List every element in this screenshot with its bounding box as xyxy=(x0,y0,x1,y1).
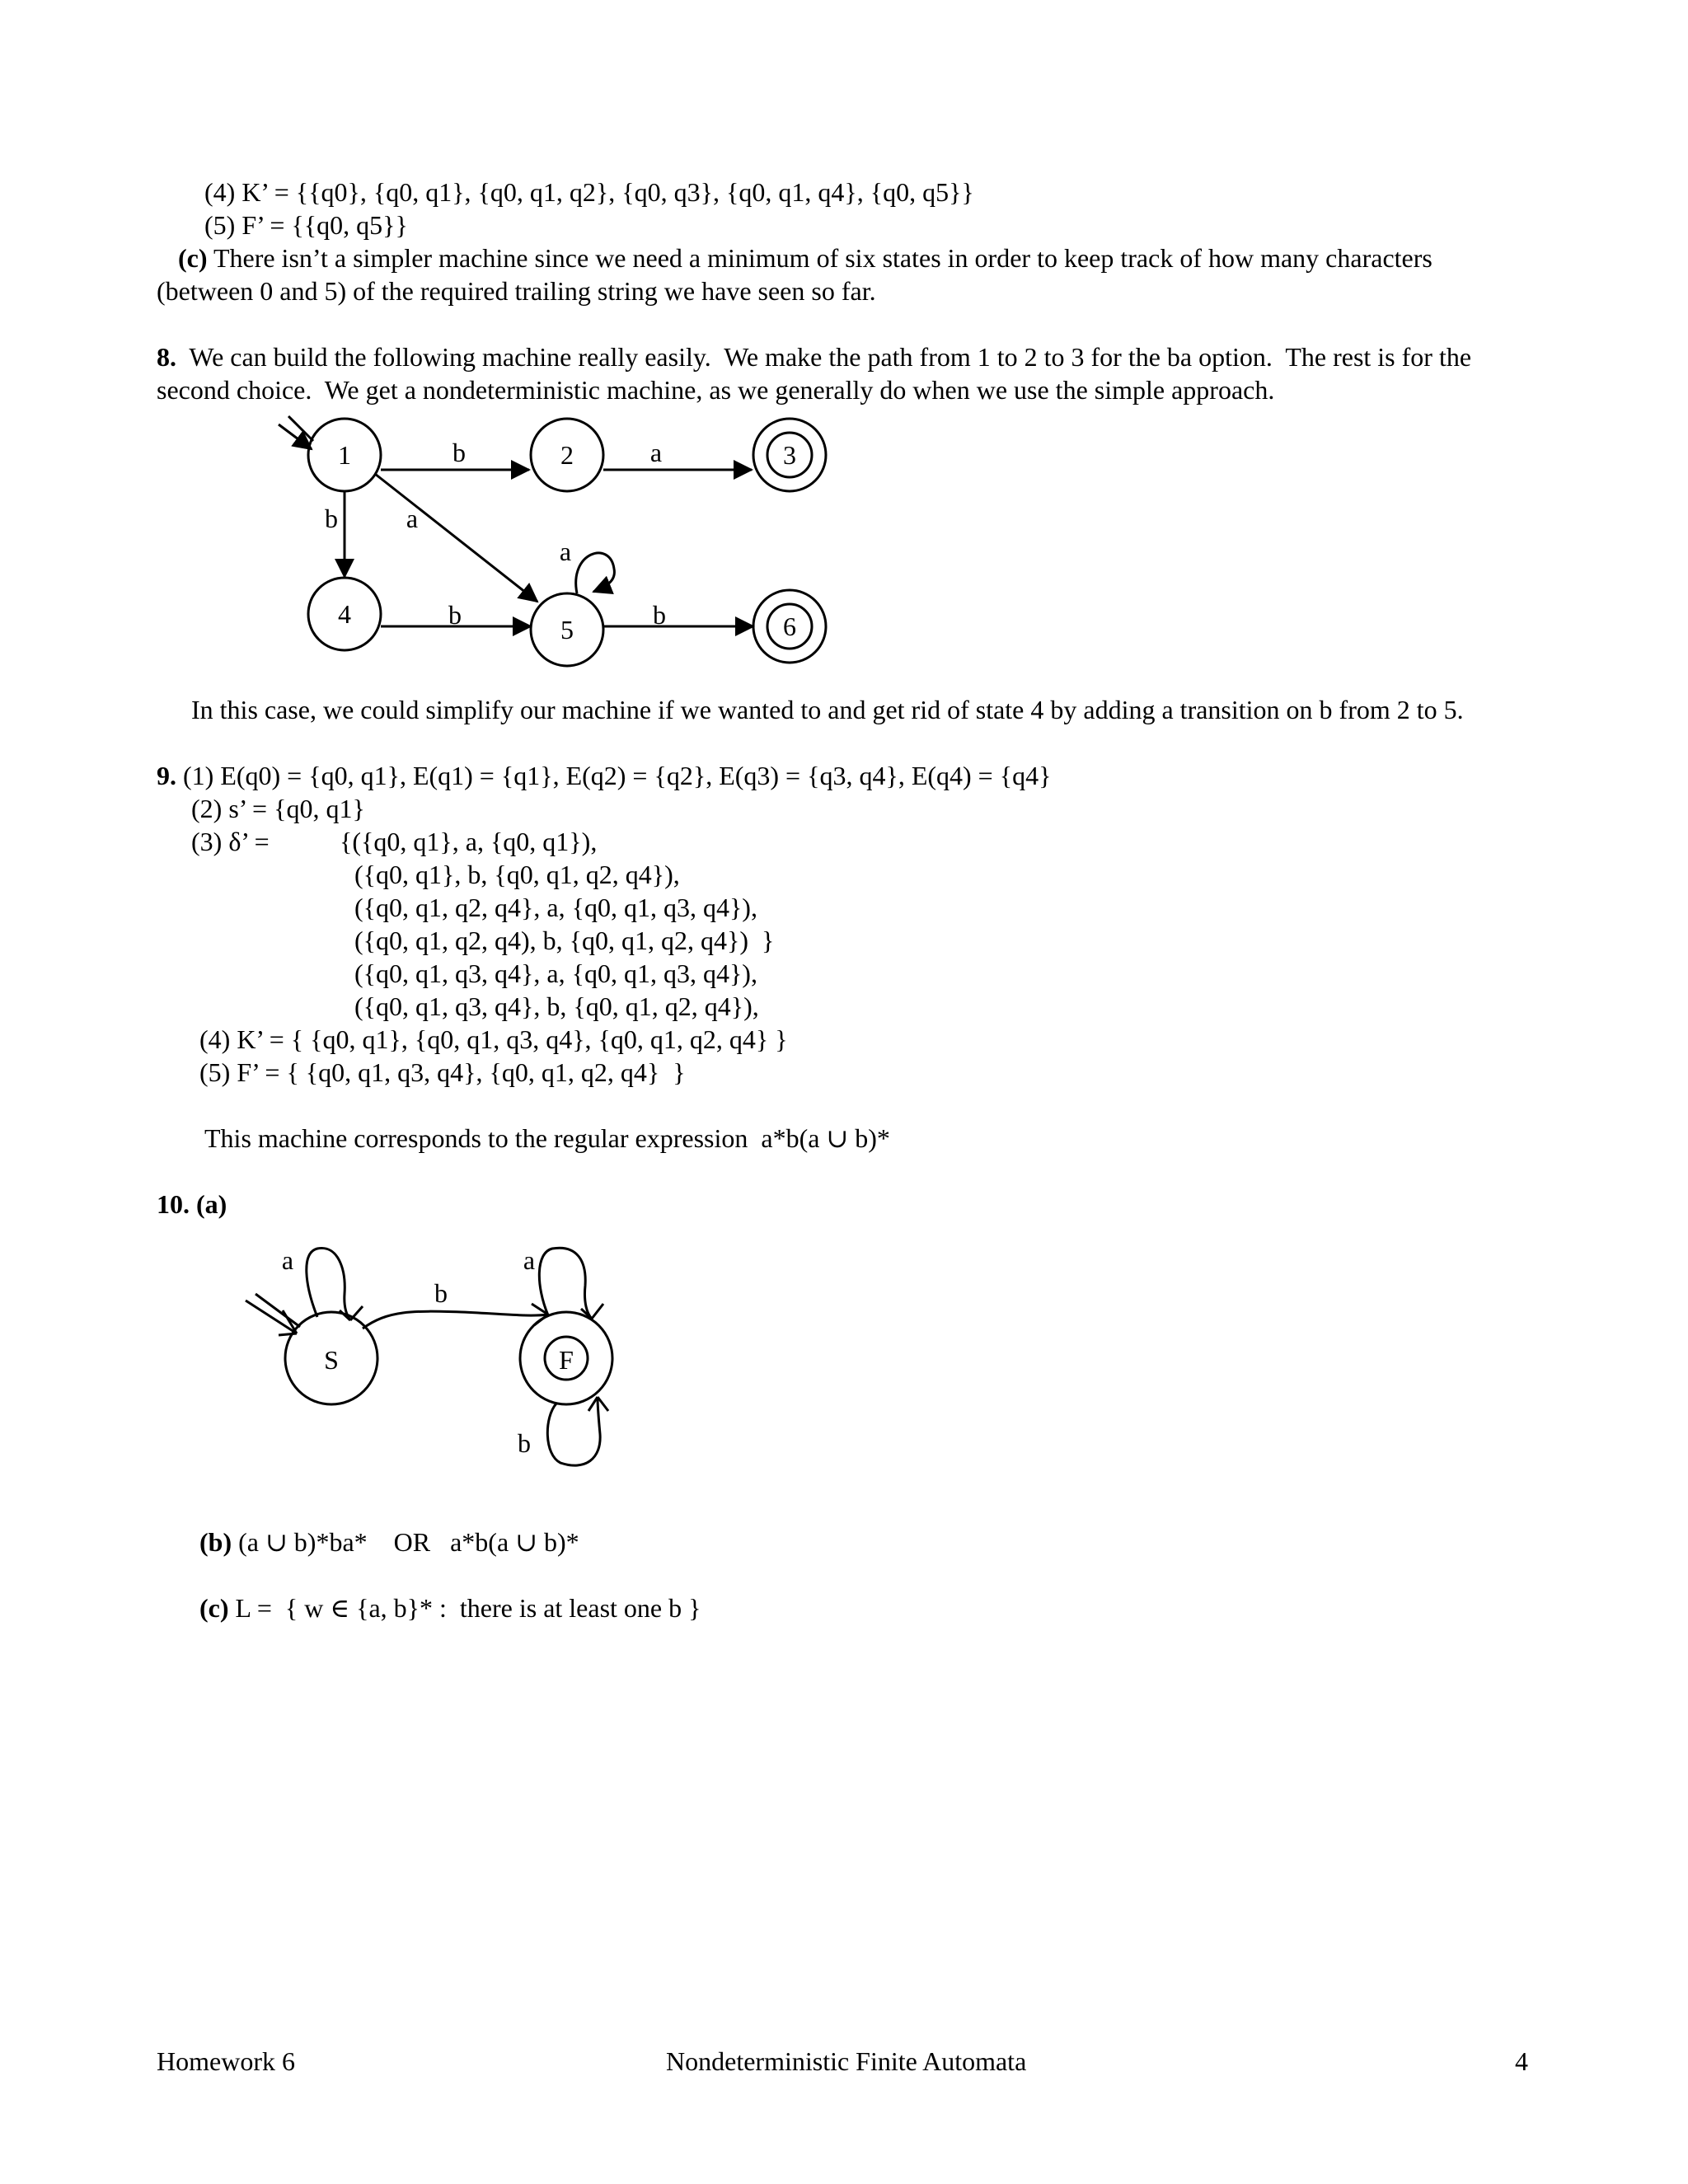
q8-state-label: 6 xyxy=(783,612,796,641)
q10-edge-s-f xyxy=(363,1311,548,1329)
q10-state-label: F xyxy=(559,1345,574,1375)
q10-loop-s xyxy=(307,1248,350,1320)
q10-edge-label: b xyxy=(518,1428,531,1458)
q8-state-label: 4 xyxy=(338,599,351,629)
prev-c-text: There isn’t a simpler machine since we need a minimum of six states in order to keep track of how many characters xyxy=(207,243,1432,273)
q8-state-label: 5 xyxy=(560,615,574,644)
q9-regex-note: This machine corresponds to the regular expression a*b(a ∪ b)* xyxy=(204,1123,890,1153)
q10-c-text: L = { w ∈ {a, b}* : there is at least one b } xyxy=(228,1593,701,1623)
q8-state-label: 1 xyxy=(338,440,351,470)
q8-edge-1-5 xyxy=(375,474,537,602)
q8-start-arrow xyxy=(279,416,313,449)
q8-label: 8. xyxy=(157,342,176,372)
q8-note: In this case, we could simplify our machine if we wanted to and get rid of state 4 by adding a transition on b from 2 to 5. xyxy=(191,695,1464,724)
prev-c-line2: (between 0 and 5) of the required trailing string we have seen so far. xyxy=(157,276,876,306)
prev-k-line: (4) K’ = {{q0}, {q0, q1}, {q0, q1, q2}, {q0, q3}, {q0, q1, q4}, {q0, q5}} xyxy=(204,177,974,207)
q8-text1: We can build the following machine really easily. We make the path from 1 to 2 to 3 for the ba option. The rest is for the xyxy=(176,342,1472,372)
q9-l7: ({q0, q1, q3, q4}, a, {q0, q1, q3, q4}), xyxy=(354,958,757,988)
q9-l3a: (3) δ’ = xyxy=(191,827,270,856)
prev-f-line: (5) F’ = {{q0, q5}} xyxy=(204,210,408,240)
q9-l4: ({q0, q1}, b, {q0, q1, q2, q4}), xyxy=(354,860,680,889)
q10-edge-label: b xyxy=(434,1278,448,1308)
q9-l9: (4) K’ = { {q0, q1}, {q0, q1, q3, q4}, {q0, q1, q2, q4} } xyxy=(199,1024,788,1054)
q8-state-label: 3 xyxy=(783,440,796,470)
q9-l1: (1) E(q0) = {q0, q1}, E(q1) = {q1}, E(q2) = {q2}, E(q3) = {q3, q4}, E(q4) = {q4} xyxy=(176,761,1052,790)
q10-edge-label: a xyxy=(523,1245,536,1275)
q10-b-label: (b) xyxy=(199,1527,232,1557)
q9-l5: ({q0, q1, q2, q4}, a, {q0, q1, q3, q4}), xyxy=(354,893,757,922)
q8-edge-label: a xyxy=(649,438,663,467)
footer-left: Homework 6 xyxy=(157,2046,295,2076)
q8-edge-label: b xyxy=(653,600,666,630)
q8-edge-label: b xyxy=(325,504,338,533)
q9-l2: (2) s’ = {q0, q1} xyxy=(191,794,365,823)
q8-edge-label: b xyxy=(448,600,462,630)
prev-c-label: (c) xyxy=(178,243,208,273)
footer-page-number: 4 xyxy=(1515,2046,1528,2076)
q10-c-line xyxy=(199,1592,701,1624)
q9-l10: (5) F’ = { {q0, q1, q3, q4}, {q0, q1, q2, q4} } xyxy=(199,1057,686,1087)
q8-diagram xyxy=(279,416,826,666)
q10-start-arrow xyxy=(246,1294,300,1335)
q10-b-line xyxy=(199,1526,579,1558)
q10-label: 10. (a) xyxy=(157,1189,227,1219)
q10-b-text: (a ∪ b)*ba* OR a*b(a ∪ b)* xyxy=(232,1527,579,1557)
q9-l8: ({q0, q1, q3, q4}, b, {q0, q1, q2, q4}), xyxy=(354,991,759,1021)
q10-c-label: (c) xyxy=(199,1593,229,1623)
q8-edge-label: a xyxy=(559,537,572,566)
q9-l6: ({q0, q1, q2, q4), b, {q0, q1, q2, q4}) } xyxy=(354,926,775,955)
q8-state-label: 2 xyxy=(560,440,574,470)
q9-line1 xyxy=(157,760,1051,791)
q10-edge-label: a xyxy=(281,1245,294,1275)
footer-center: Nondeterministic Finite Automata xyxy=(666,2046,1027,2076)
q8-edge-label: b xyxy=(452,438,466,467)
q10-loop-f-top xyxy=(539,1248,592,1319)
q9-label: 9. xyxy=(157,761,176,790)
q10-diagram xyxy=(246,1245,612,1465)
q10-state-label: S xyxy=(324,1345,339,1375)
q9-l3b: {({q0, q1}, a, {q0, q1}), xyxy=(340,827,598,856)
q8-edge-5-5 xyxy=(576,553,615,593)
q8-edge-label: a xyxy=(406,504,419,533)
q8-line2: second choice. We get a nondeterministic machine, as we generally do when we use the simple approach. xyxy=(157,375,1275,405)
